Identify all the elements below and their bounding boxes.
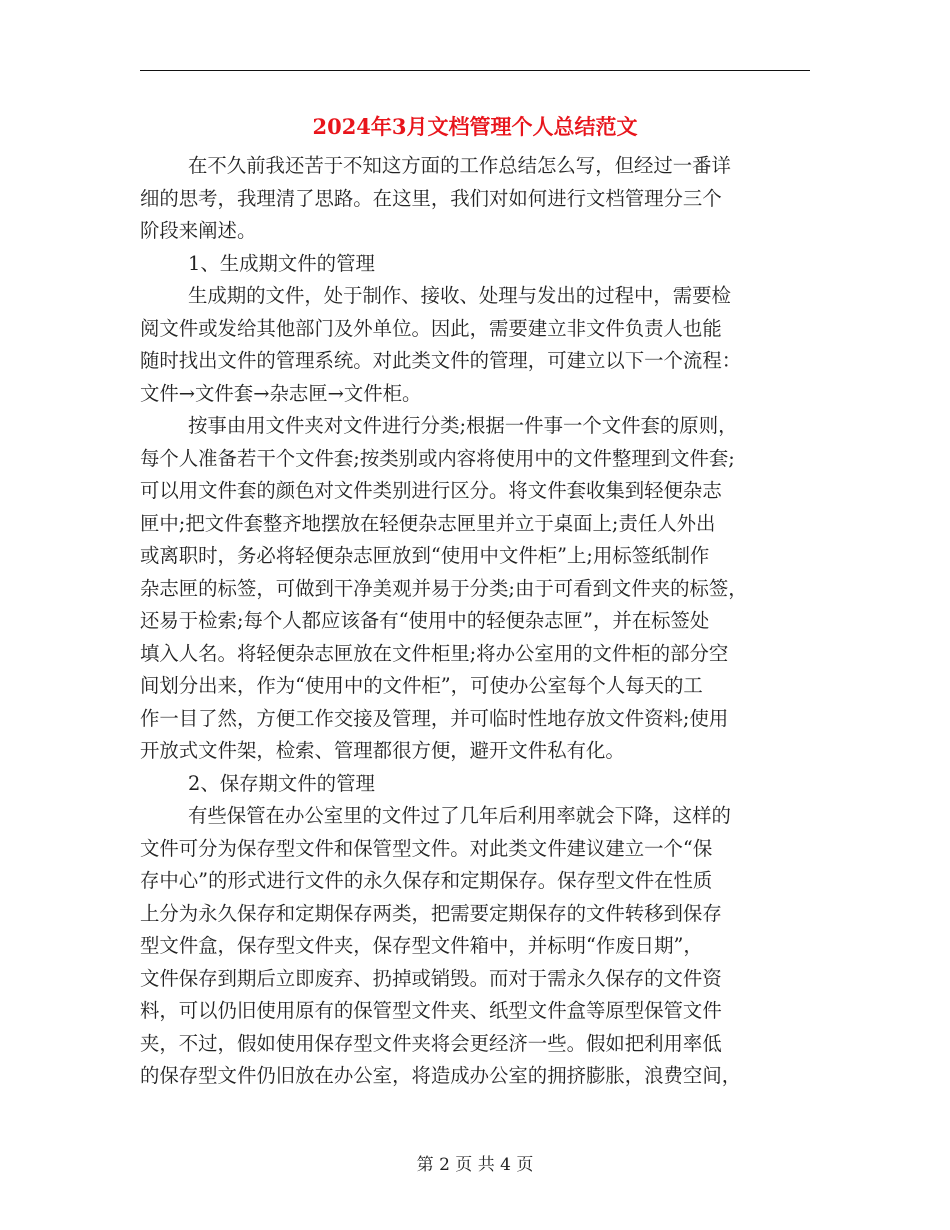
text-line: 生成期的文件，处于制作、接收、处理与发出的过程中，需要检 xyxy=(188,284,731,307)
text-line: 型文件盒，保存型文件夹，保存型文件箱中，并标明“作废日期”， xyxy=(140,934,703,957)
text-line: 文件→文件套→杂志匣→文件柜。 xyxy=(140,381,422,405)
text-line: 1、生成期文件的管理 xyxy=(188,251,375,275)
text-line: 2、保存期文件的管理 xyxy=(188,771,375,795)
text-line: 细的思考，我理清了思路。在这里，我们对如何进行文档管理分三个 xyxy=(140,186,722,210)
text-line: 有些保管在办公室里的文件过了几年后利用率就会下降，这样的 xyxy=(188,804,731,827)
text-line: 阶段来阐述。 xyxy=(140,219,257,242)
text-line: 料，可以仍旧使用原有的保管型文件夹、纸型文件盒等原型保管文件 xyxy=(140,999,722,1022)
text-line: 上分为永久保存和定期保存两类，把需要定期保存的文件转移到保存 xyxy=(140,901,722,925)
text-line: 杂志匣的标签，可做到干净美观并易于分类;由于可看到文件夹的标签， xyxy=(140,576,748,600)
text-line: 随时找出文件的管理系统。对此类文件的管理，可建立以下一个流程： xyxy=(140,349,742,372)
text-line: 还易于检索;每个人都应该备有“使用中的轻便杂志匣”，并在标签处 xyxy=(140,609,710,632)
page-footer: 第 2 页 共 4 页 xyxy=(416,1155,534,1175)
text-line: 文件保存到期后立即废弃、扔掉或销毁。而对于需永久保存的文件资 xyxy=(140,966,722,990)
text-line: 按事由用文件夹对文件进行分类;根据一件事一个文件套的原则， xyxy=(188,414,738,437)
header-rule xyxy=(140,70,810,71)
text-line: 作一目了然，方便工作交接及管理，并可临时性地存放文件资料;使用 xyxy=(140,706,729,730)
text-line: 在不久前我还苦于不知这方面的工作总结怎么写，但经过一番详 xyxy=(188,154,731,177)
document-body xyxy=(140,150,810,1093)
text-line: 每个人准备若干个文件套;按类别或内容将使用中的文件整理到文件套; xyxy=(140,446,735,470)
text-line: 填入人名。将轻便杂志匣放在文件柜里;将办公室用的文件柜的部分空 xyxy=(140,641,729,665)
text-line: 间划分出来，作为“使用中的文件柜”，可使办公室每个人每天的工 xyxy=(140,674,703,697)
text-line: 的保存型文件仍旧放在办公室，将造成办公室的拥挤膨胀，浪费空间， xyxy=(140,1064,742,1087)
text-line: 文件可分为保存型文件和保管型文件。对此类文件建议建立一个“保 xyxy=(140,836,713,860)
document-title: 2024年3月文档管理个人总结范文 xyxy=(312,114,638,139)
text-line: 匣中;把文件套整齐地摆放在轻便杂志匣里并立于桌面上;责任人外出 xyxy=(140,511,716,535)
text-line: 夹，不过，假如使用保存型文件夹将会更经济一些。假如把利用率低 xyxy=(140,1031,722,1055)
text-line: 存中心”的形式进行文件的永久保存和定期保存。保存型文件在性质 xyxy=(140,869,713,892)
text-line: 开放式文件架，检索、管理都很方便，避开文件私有化。 xyxy=(140,739,625,762)
text-line: 可以用文件套的颜色对文件类别进行区分。将文件套收集到轻便杂志 xyxy=(140,479,722,502)
text-line: 阅文件或发给其他部门及外单位。因此，需要建立非文件负责人也能 xyxy=(140,316,722,340)
text-line: 或离职时，务必将轻便杂志匣放到“使用中文件柜”上;用标签纸制作 xyxy=(140,544,710,567)
